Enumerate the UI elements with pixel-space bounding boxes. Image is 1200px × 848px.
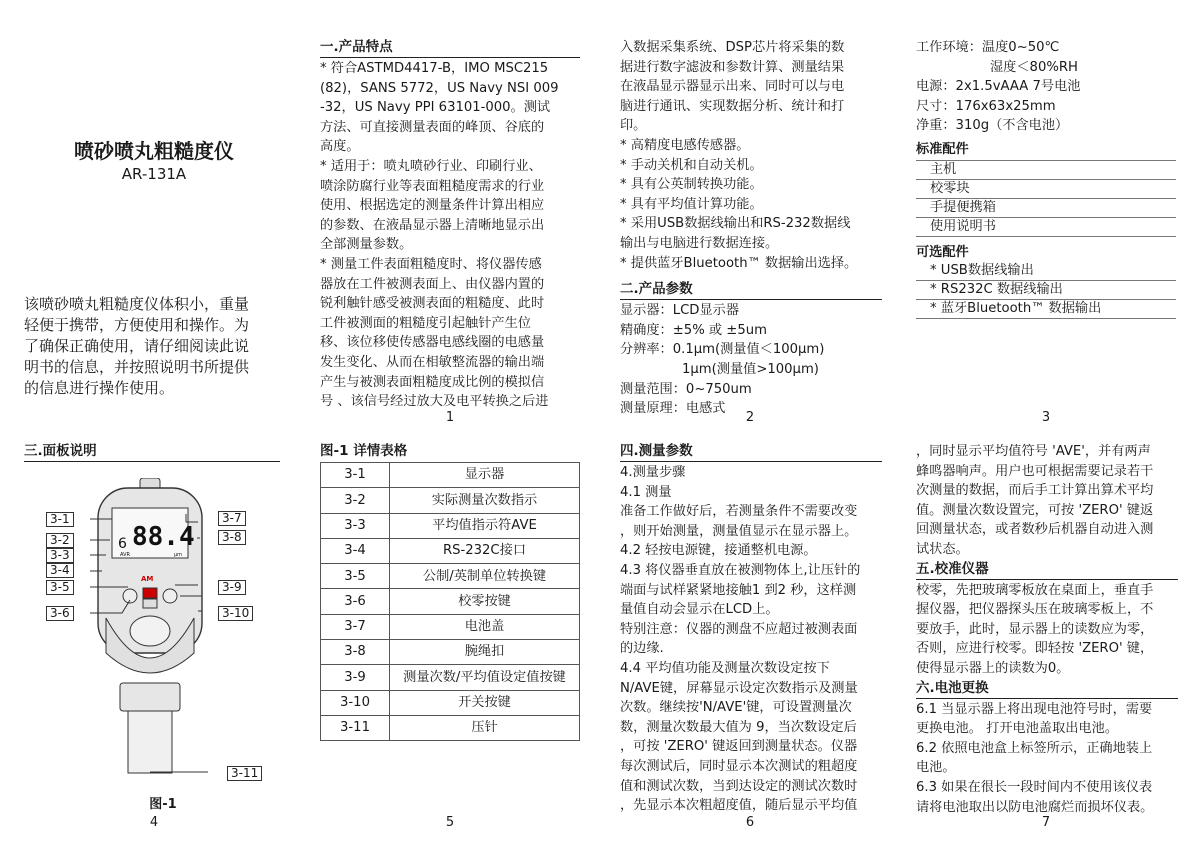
lcd-avr-label: AVR [120, 552, 130, 558]
battery-line: 6.1 当显示器上将出现电池符号时，需要 [916, 701, 1153, 717]
device-figure [90, 478, 210, 778]
panel-heading: 三.面板说明 [24, 442, 280, 462]
col8-section [916, 442, 1178, 817]
lcd-mode: 6 [118, 536, 127, 552]
optional-accessory-item: * USB数据线输出 [916, 262, 1176, 281]
nave-button [163, 589, 177, 603]
measure-section [620, 442, 882, 816]
features-line: 全部测量参数。 [320, 237, 413, 253]
features-heading: 一.产品特点 [320, 38, 580, 58]
calibration-line: 使得显示器上的读数为0。 [916, 660, 1070, 676]
calibration-line: 要放手，此时，显示器上的读数应为零， [916, 621, 1154, 637]
table-row [321, 538, 580, 563]
params-line: 显示器：LCD显示器 [620, 303, 740, 319]
page-number-1: 1 [445, 410, 455, 425]
part-name-cell: 公制/英制单位转换键 [390, 564, 580, 589]
part-id-cell: 3-8 [321, 640, 390, 665]
page-number-5: 5 [445, 815, 455, 830]
part-name-cell: 显示器 [390, 463, 580, 488]
measure-line: 端面与试样紧紧地接触1 到2 秒，这样测 [620, 582, 857, 598]
power-button [143, 588, 157, 598]
features-line: 工件被测面的粗糙度引起触针产生位 [320, 315, 531, 331]
environment-text [916, 38, 1176, 136]
standard-accessories-list [916, 160, 1176, 237]
part-name-cell: 平均值指示符AVE [390, 513, 580, 538]
calibration-line: 否则，应进行校零。即轻按 'ZERO' 键， [916, 641, 1154, 657]
calibration-line: 握仪器，把仪器探头压在玻璃零板上，不 [916, 602, 1154, 618]
measure-line: 的边缘. [620, 641, 664, 657]
part-name-cell: 腕绳扣 [390, 640, 580, 665]
environment-line: 电源：2x1.5vAAA 7号电池 [916, 79, 1081, 95]
measure-line: 准备工作做好后，若测量条件不需要改变 [620, 504, 858, 520]
calibration-text [916, 581, 1178, 679]
features-line: * 具有平均值计算功能。 [620, 196, 763, 212]
probe-shaft [128, 711, 172, 773]
features-line: 入数据采集系统、DSP芯片将采集的数 [620, 40, 845, 55]
part-id-cell: 3-1 [321, 463, 390, 488]
features-line: 印。 [620, 118, 647, 134]
optional-accessories-heading: 可选配件 [916, 244, 969, 260]
measure-text [620, 463, 882, 816]
part-id-cell: 3-9 [321, 665, 390, 690]
table-row [321, 690, 580, 715]
part-name-cell: 开关按键 [390, 690, 580, 715]
optional-accessory-item: * RS232C 数据线输出 [916, 281, 1176, 300]
features-text [320, 59, 580, 412]
measure-line: 试状态。 [916, 541, 969, 557]
part-name-cell: 电池盖 [390, 614, 580, 639]
params-line: 分辨率：0.1μm(测量值＜100μm) [620, 342, 825, 358]
part-id-cell: 3-11 [321, 715, 390, 740]
battery-line: 6.2 依照电池盒上标签所示，正确地装上 [916, 740, 1153, 756]
page-number-6: 6 [745, 815, 755, 830]
part-name-cell: 压针 [390, 715, 580, 740]
page-number-2: 2 [745, 410, 755, 425]
page-number-4: 4 [149, 815, 159, 830]
battery-line: 更换电池。 打开电池盖取出电池。 [916, 721, 1119, 737]
params-line: 测量原理：电感式 [620, 401, 726, 417]
battery-line: 请将电池取出以防电池腐烂而损坏仪表。 [916, 799, 1154, 815]
features-line: 器放在工件被测表面上、由仪器内置的 [320, 276, 545, 292]
battery-line: 电池。 [916, 760, 956, 776]
battery-cover [130, 616, 170, 646]
part-id-cell: 3-10 [321, 690, 390, 715]
lcd-reading: 88.4 [132, 522, 195, 552]
part-name-cell: 测量次数/平均值设定值按键 [390, 665, 580, 690]
figure-callout-label: 3-7 [218, 511, 246, 526]
figure-callout-label: 3-8 [218, 530, 246, 545]
battery-heading: 六.电池更换 [916, 679, 1178, 699]
measure-line: 4.2 轻按电源键，接通整机电源。 [620, 543, 817, 559]
features-line: * 适用于：喷丸喷砂行业、印刷行业、 [320, 158, 542, 174]
measure-line: N/AVE键，屏幕显示设定次数指示及测量 [620, 680, 858, 696]
figure-callout-label: 3-4 [46, 563, 74, 578]
features-line: * 采用USB数据线输出和RS-232数据线 [620, 216, 851, 232]
figure-callout-label: 3-6 [46, 606, 74, 621]
features-line: * 具有公英制转换功能。 [620, 177, 763, 193]
figure-callout-label: 3-10 [218, 606, 253, 621]
cover-title-block [24, 138, 284, 184]
environment-line: 净重：310g（不含电池） [916, 118, 1069, 134]
product-model: AR-131A [121, 165, 187, 183]
table-row [321, 589, 580, 614]
measure-line: ，则开始测量，测量值显示在显示器上。 [620, 523, 858, 539]
probe-collar [120, 683, 180, 711]
table-row [321, 564, 580, 589]
figure-caption: 图-1 [149, 797, 177, 812]
table-row [321, 715, 580, 740]
measure-line: ，可按 'ZERO' 键返回到测量状态。仪器 [620, 739, 858, 755]
part-id-cell: 3-5 [321, 564, 390, 589]
measure-line: 数，测量次数最大值为 9，当次数设定后 [620, 719, 857, 735]
measure-continued-text [916, 442, 1178, 560]
detail-table-section [320, 442, 582, 741]
features-line: 脑进行通讯、实现数据分析、统计和打 [620, 98, 845, 114]
brand-logo: AM [141, 575, 154, 583]
params-line: 1μm(测量值>100μm) [682, 361, 819, 377]
detail-table-heading: 图-1 详情表格 [320, 443, 408, 459]
cover-intro [24, 294, 249, 399]
part-id-cell: 3-7 [321, 614, 390, 639]
table-row [321, 614, 580, 639]
lcd-unit-label: μm [174, 552, 183, 558]
measure-line: ，同时显示平均值符号 'AVE'，并有两声 [916, 444, 1151, 459]
standard-accessory-item: 手提便携箱 [916, 199, 1176, 218]
params-heading: 二.产品参数 [620, 280, 882, 300]
features-line: 方法、可直接测量表面的峰顶、谷底的 [320, 119, 545, 135]
params-line: 精确度：±5% 或 ±5um [620, 322, 767, 338]
measure-line: 4.4 平均值功能及测量次数设定按下 [620, 660, 830, 676]
features-line: 据进行数字滤波和参数计算、测量结果 [620, 59, 845, 75]
table-row [321, 463, 580, 488]
features-line: 产生与被测表面粗糙度成比例的模拟信 [320, 374, 545, 390]
measure-line: 次测量的数据，而后手工计算出算术平均 [916, 483, 1154, 499]
features-line: * 高精度电感传感器。 [620, 137, 750, 153]
measure-line: 值和测试次数，当到达设定的测试次数时 [620, 778, 858, 794]
battery-line: 6.3 如果在很长一段时间内不使用该仪表 [916, 779, 1153, 795]
part-id-cell: 3-4 [321, 538, 390, 563]
measure-line: 4.测量步骤 [620, 465, 686, 480]
features-line: 喷涂防腐行业等表面粗糙度需求的行业 [320, 178, 545, 194]
detail-table [320, 462, 580, 741]
standard-accessory-item: 校零块 [916, 180, 1176, 199]
standard-accessories-heading: 标准配件 [916, 141, 969, 157]
intro-line: 轻便于携带，方便使用和操作。为 [24, 316, 250, 334]
features-line: 在液晶显示器显示出来、同时可以与电 [620, 79, 845, 95]
part-name-cell: 校零按键 [390, 589, 580, 614]
measure-line: 次数。继续按'N/AVE'键，可设置测量次 [620, 700, 852, 716]
table-row [321, 640, 580, 665]
measure-line: 蜂鸣器响声。用户也可根据需要记录若干 [916, 463, 1154, 479]
figure-callout-label: 3-2 [46, 533, 74, 548]
features-line: 高度。 [320, 139, 360, 155]
intro-line: 的信息进行操作使用。 [24, 379, 175, 397]
table-row [321, 665, 580, 690]
part-id-cell: 3-3 [321, 513, 390, 538]
params-line: 测量范围：0~750um [620, 381, 752, 397]
features-line: * 测量工件表面粗糙度时、将仪器传感 [320, 256, 542, 272]
features-line: 使用、根据选定的测量条件计算出相应 [320, 198, 545, 214]
measure-line: 值。测量次数设置完，可按 'ZERO' 键返 [916, 502, 1154, 518]
figure-callout-label: 3-9 [218, 580, 246, 595]
features-continued-text [620, 38, 882, 273]
page-number-7: 7 [1041, 815, 1051, 830]
features-line: 输出与电脑进行数据连接。 [620, 235, 779, 251]
environment-line: 尺寸：176x63x25mm [916, 98, 1056, 114]
features-line: * 符合ASTMD4417-B，IMO MSC215 [320, 61, 549, 76]
col4-section [916, 38, 1176, 319]
measure-heading: 四.测量参数 [620, 442, 882, 462]
optional-accessory-item: * 蓝牙Bluetooth™ 数据输出 [916, 300, 1176, 319]
environment-line: 工作环境：温度0~50℃ [916, 40, 1060, 55]
calibration-heading: 五.校准仪器 [916, 560, 1178, 580]
figure-callout-label: 3-5 [46, 580, 74, 595]
measure-line: ，先显示本次粗超度值，随后显示平均值 [620, 798, 858, 814]
intro-line: 了确保正确使用，请仔细阅读此说 [24, 337, 250, 355]
features-line: 发生变化、从而在相敏整流器的输出端 [320, 354, 545, 370]
measure-line: 每次测试后，同时显示本次测试的粗超度 [620, 758, 858, 774]
standard-accessory-item: 主机 [916, 161, 1176, 180]
standard-accessory-item: 使用说明书 [916, 218, 1176, 237]
features-line: (82)，SANS 5772，US Navy NSI 009 [320, 80, 559, 96]
intro-line: 该喷砂喷丸粗糙度仪体积小，重量 [24, 295, 250, 313]
part-id-cell: 3-6 [321, 589, 390, 614]
measure-line: 回测量状态，或者数秒后机器自动进入测 [916, 522, 1154, 538]
col3-section [620, 38, 882, 419]
intro-line: 明书的信息，并按照说明书所提供 [24, 358, 250, 376]
features-line: * 提供蓝牙Bluetooth™ 数据输出选择。 [620, 255, 858, 271]
features-line: -32，US Navy PPI 63101-000。测试 [320, 100, 551, 116]
features-line: 的参数、在液晶显示器上清晰地显示出 [320, 217, 545, 233]
features-line: 移、该位移使传感器电感线圈的电感量 [320, 335, 545, 351]
page-number-3: 3 [1041, 410, 1051, 425]
features-line: 锐利触针感受被测表面的粗糙度、此时 [320, 296, 545, 312]
measure-line: 4.3 将仪器垂直放在被测物体上,让压针的 [620, 562, 861, 578]
optional-accessories-list [916, 262, 1176, 319]
part-name-cell: RS-232C接口 [390, 538, 580, 563]
features-line: 号 、该信号经过放大及电平转换之后进 [320, 394, 549, 410]
figure-callout-label: 3-11 [227, 766, 262, 781]
figure-callout-label: 3-3 [46, 548, 74, 563]
params-text [620, 301, 882, 419]
figure-callout-label: 3-1 [46, 512, 74, 527]
table-row [321, 488, 580, 513]
battery-text [916, 700, 1178, 818]
measure-line: 特别注意：仪器的测盘不应超过被测表面 [620, 621, 858, 637]
calibration-line: 校零，先把玻璃零板放在桌面上，垂直手 [916, 582, 1154, 598]
features-line: * 手动关机和自动关机。 [620, 157, 763, 173]
features-section [320, 38, 580, 412]
panel-section [24, 442, 280, 463]
part-id-cell: 3-2 [321, 488, 390, 513]
table-row [321, 513, 580, 538]
environment-line: 湿度＜80%RH [990, 59, 1078, 75]
part-name-cell: 实际测量次数指示 [390, 488, 580, 513]
measure-line: 量值自动会显示在LCD上。 [620, 602, 779, 618]
zero-button [143, 599, 157, 608]
measure-line: 4.1 测量 [620, 484, 672, 500]
product-title: 喷砂喷丸粗糙度仪 [74, 139, 234, 163]
